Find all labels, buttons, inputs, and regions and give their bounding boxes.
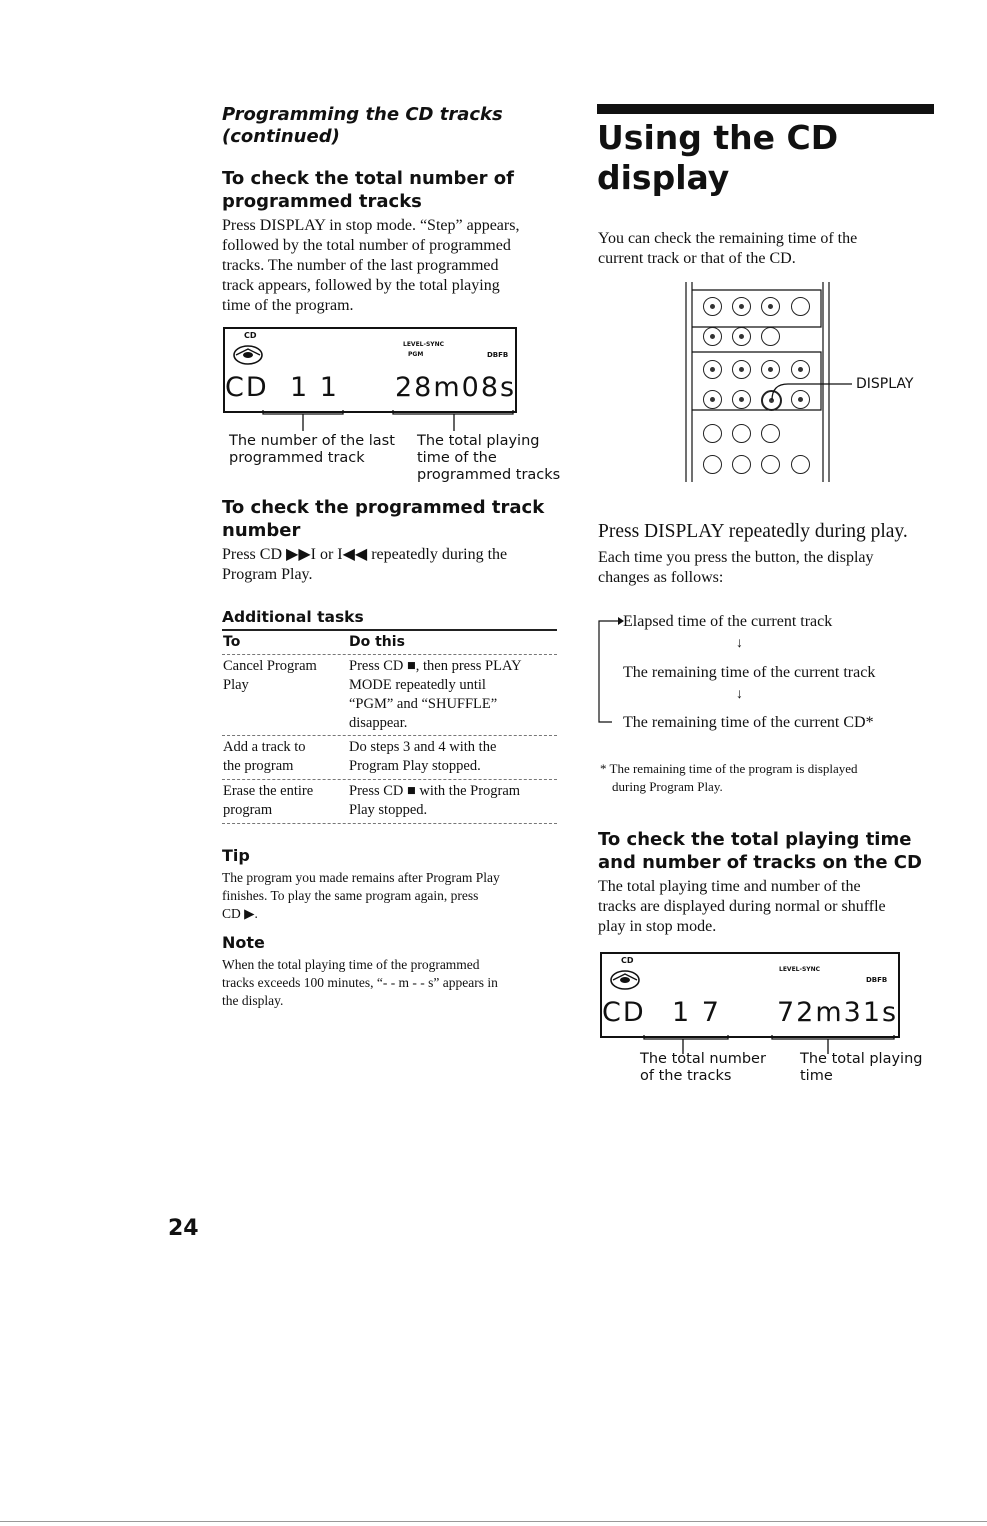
remote-button <box>732 455 751 474</box>
remote-button <box>761 455 780 474</box>
tasks-bottom-rule <box>222 823 557 824</box>
each-time-text: Each time you press the button, the display changes as follows: <box>598 549 874 586</box>
section-header: Programming the CD tracks (continued) <box>222 104 503 147</box>
cycle-step-remaining-track: The remaining time of the current track <box>623 664 876 681</box>
display-callout-label: DISPLAY <box>856 376 914 392</box>
remote-button <box>732 390 751 409</box>
total-programmed-body: Press DISPLAY in stop mode. “Step” appears, followed by the total number of programmed tracks. The number of the last programmed track appears, followed by the total playing time of the program. <box>222 217 520 314</box>
tasks-row-rule <box>222 735 557 736</box>
footnote: * The remaining time of the program is displayed during Program Play. <box>600 761 858 794</box>
remote-button <box>732 360 751 379</box>
disc-icon <box>231 337 265 365</box>
tasks-col-to: To <box>223 634 241 650</box>
title-bar-rule <box>597 104 934 114</box>
tip-title: Tip <box>222 846 250 865</box>
display-callout-line <box>760 370 855 410</box>
level-sync-indicator: LEVEL-SYNC <box>779 966 821 973</box>
table-row: Erase the entire program Press CD ■ with the Program Play stopped. <box>223 783 521 818</box>
total-cd-body: The total playing time and number of the tracks are displayed during normal or shuffle play in stop mode. <box>598 878 886 935</box>
remote-button <box>703 390 722 409</box>
disc-icon <box>608 962 642 990</box>
arrow-down-icon: ↓ <box>736 687 743 702</box>
remote-button <box>761 327 780 346</box>
lcd-time: 72m31s <box>777 997 899 1028</box>
remote-button <box>703 360 722 379</box>
press-display-instruction: Press DISPLAY repeatedly during play. <box>598 521 908 542</box>
note-title: Note <box>222 933 265 952</box>
total-cd-heading: To check the total playing time and number of tracks on the CD <box>598 829 922 873</box>
remote-button <box>732 327 751 346</box>
tasks-title: Additional tasks <box>222 608 364 626</box>
remote-button <box>703 297 722 316</box>
lcd1-label-last-track: The number of the last programmed track <box>229 433 395 466</box>
remote-button <box>703 455 722 474</box>
cycle-step-remaining-cd: The remaining time of the current CD* <box>623 714 874 731</box>
table-row: Cancel Program Play Press CD ■, then press PLAY MODE repeatedly until “PGM” and “SHUFFLE” disappear. <box>223 658 522 731</box>
page-number: 24 <box>168 1216 199 1241</box>
lcd2-label-total-tracks: The total number of the tracks <box>640 1051 766 1084</box>
lcd-display-total <box>600 952 900 1038</box>
lcd-time: 28m08s <box>395 372 517 403</box>
tasks-header-rule <box>222 654 557 655</box>
remote-button <box>732 297 751 316</box>
level-sync-indicator: LEVEL-SYNC <box>403 341 445 348</box>
lcd-track: 1 1 <box>290 372 339 403</box>
check-track-heading: To check the programmed track number <box>222 497 545 541</box>
dbfb-indicator: DBFB <box>866 976 888 984</box>
remote-button <box>761 424 780 443</box>
table-row: Add a track to the program Do steps 3 and 4 with the Program Play stopped. <box>223 739 497 774</box>
remote-button <box>703 424 722 443</box>
cd-tag: CD <box>244 331 257 340</box>
lcd-mode: CD <box>225 372 269 403</box>
lcd-display-programmed <box>223 327 517 413</box>
lcd1-bracket-lines <box>223 409 523 435</box>
page-edge <box>0 1521 987 1522</box>
check-track-body: Press CD ▶▶I or I◀◀ repeatedly during the Program Play. <box>222 546 508 583</box>
tasks-row-rule <box>222 779 557 780</box>
page-title: Using the CD display <box>597 118 839 197</box>
intro-text: You can check the remaining time of the current track or that of the CD. <box>598 230 858 267</box>
total-programmed-heading: To check the total number of programmed tracks <box>222 168 514 212</box>
remote-button <box>732 424 751 443</box>
cycle-step-elapsed: Elapsed time of the current track <box>623 613 833 630</box>
lcd-track: 1 7 <box>672 997 721 1028</box>
remote-button <box>703 327 722 346</box>
tip-body: The program you made remains after Program Play finishes. To play the same program again, press CD ▶. <box>222 870 500 921</box>
arrow-down-icon: ↓ <box>736 636 743 651</box>
tasks-col-do: Do this <box>349 634 405 650</box>
lcd-mode: CD <box>602 997 646 1028</box>
tasks-top-rule <box>222 629 557 631</box>
dbfb-indicator: DBFB <box>487 351 509 359</box>
remote-button <box>791 297 810 316</box>
note-body: When the total playing time of the programmed tracks exceeds 100 minutes, “- - m - - s” appears in the display. <box>222 957 498 1008</box>
lcd1-label-total-time: The total playing time of the programmed tracks <box>417 433 561 483</box>
remote-button <box>791 455 810 474</box>
cd-tag: CD <box>621 956 634 965</box>
remote-button <box>761 297 780 316</box>
lcd2-label-total-time: The total playing time <box>800 1051 923 1084</box>
pgm-indicator: PGM <box>408 351 424 358</box>
